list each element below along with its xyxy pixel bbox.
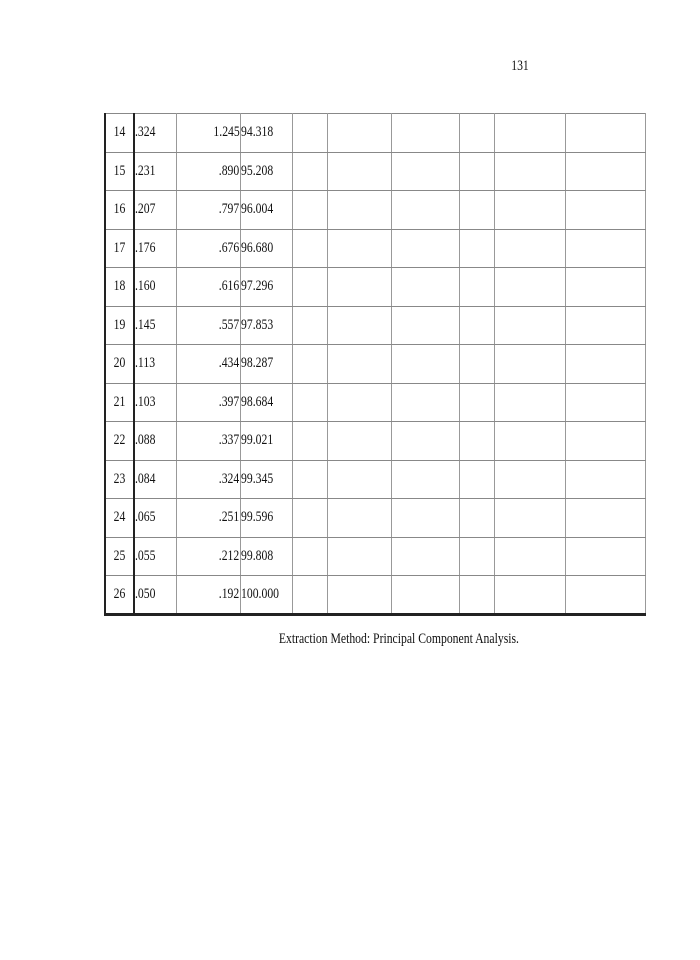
percent-variance-cell: .434 xyxy=(176,345,240,384)
cumulative-percent-cell: 98.684 xyxy=(240,383,292,422)
empty-cell xyxy=(292,229,327,268)
empty-cell xyxy=(565,191,645,230)
eigenvalue-cell: .113 xyxy=(134,345,176,384)
percent-variance-cell: 1.245 xyxy=(176,114,240,153)
component-cell: 23 xyxy=(105,460,134,499)
table-row xyxy=(105,114,645,153)
empty-cell xyxy=(391,422,459,461)
empty-cell xyxy=(292,460,327,499)
empty-cell xyxy=(494,306,565,345)
empty-cell xyxy=(391,114,459,153)
empty-cell xyxy=(459,345,494,384)
percent-variance-cell: .557 xyxy=(176,306,240,345)
empty-cell xyxy=(565,576,645,615)
cumulative-percent-cell: 95.208 xyxy=(240,152,292,191)
empty-cell xyxy=(327,422,391,461)
empty-cell xyxy=(391,229,459,268)
empty-cell xyxy=(327,191,391,230)
empty-cell xyxy=(327,229,391,268)
component-cell: 20 xyxy=(105,345,134,384)
empty-cell xyxy=(292,537,327,576)
table-row xyxy=(105,576,645,615)
empty-cell xyxy=(459,422,494,461)
component-cell: 22 xyxy=(105,422,134,461)
empty-cell xyxy=(494,229,565,268)
table-row xyxy=(105,229,645,268)
component-cell: 18 xyxy=(105,268,134,307)
component-cell: 21 xyxy=(105,383,134,422)
empty-cell xyxy=(494,422,565,461)
empty-cell xyxy=(494,268,565,307)
percent-variance-cell: .890 xyxy=(176,152,240,191)
empty-cell xyxy=(565,460,645,499)
cumulative-percent-cell: 99.808 xyxy=(240,537,292,576)
empty-cell xyxy=(391,537,459,576)
empty-cell xyxy=(494,191,565,230)
empty-cell xyxy=(292,191,327,230)
page-number: 131 xyxy=(511,58,529,74)
empty-cell xyxy=(327,460,391,499)
empty-cell xyxy=(494,152,565,191)
table-row xyxy=(105,306,645,345)
empty-cell xyxy=(494,460,565,499)
eigenvalue-cell: .103 xyxy=(134,383,176,422)
eigenvalue-cell: .324 xyxy=(134,114,176,153)
cumulative-percent-cell: 97.296 xyxy=(240,268,292,307)
component-cell: 25 xyxy=(105,537,134,576)
percent-variance-cell: .192 xyxy=(176,576,240,615)
eigenvalue-cell: .207 xyxy=(134,191,176,230)
empty-cell xyxy=(494,576,565,615)
eigenvalue-cell: .088 xyxy=(134,422,176,461)
empty-cell xyxy=(391,345,459,384)
eigenvalue-cell: .231 xyxy=(134,152,176,191)
table-row xyxy=(105,152,645,191)
empty-cell xyxy=(459,268,494,307)
percent-variance-cell: .324 xyxy=(176,460,240,499)
empty-cell xyxy=(292,345,327,384)
empty-cell xyxy=(459,576,494,615)
empty-cell xyxy=(494,537,565,576)
percent-variance-cell: .397 xyxy=(176,383,240,422)
eigenvalue-cell: .176 xyxy=(134,229,176,268)
cumulative-percent-cell: 99.345 xyxy=(240,460,292,499)
empty-cell xyxy=(565,306,645,345)
empty-cell xyxy=(292,499,327,538)
table-row xyxy=(105,422,645,461)
empty-cell xyxy=(327,345,391,384)
empty-cell xyxy=(391,152,459,191)
empty-cell xyxy=(565,268,645,307)
cumulative-percent-cell: 100.000 xyxy=(240,576,292,615)
component-cell: 15 xyxy=(105,152,134,191)
empty-cell xyxy=(459,499,494,538)
empty-cell xyxy=(327,576,391,615)
eigenvalue-cell: .160 xyxy=(134,268,176,307)
empty-cell xyxy=(459,460,494,499)
component-cell: 16 xyxy=(105,191,134,230)
cumulative-percent-cell: 96.004 xyxy=(240,191,292,230)
cumulative-percent-cell: 98.287 xyxy=(240,345,292,384)
empty-cell xyxy=(459,383,494,422)
empty-cell xyxy=(565,114,645,153)
table-row xyxy=(105,191,645,230)
empty-cell xyxy=(292,268,327,307)
empty-cell xyxy=(327,499,391,538)
percent-variance-cell: .797 xyxy=(176,191,240,230)
empty-cell xyxy=(565,345,645,384)
empty-cell xyxy=(391,191,459,230)
table-row xyxy=(105,460,645,499)
table-row xyxy=(105,345,645,384)
empty-cell xyxy=(565,152,645,191)
empty-cell xyxy=(327,152,391,191)
empty-cell xyxy=(391,460,459,499)
empty-cell xyxy=(391,306,459,345)
empty-cell xyxy=(459,537,494,576)
empty-cell xyxy=(565,499,645,538)
empty-cell xyxy=(565,537,645,576)
empty-cell xyxy=(459,229,494,268)
empty-cell xyxy=(292,383,327,422)
extraction-method-footnote: Extraction Method: Principal Component Analysis. xyxy=(278,631,520,647)
empty-cell xyxy=(459,114,494,153)
component-cell: 26 xyxy=(105,576,134,615)
eigenvalue-cell: .145 xyxy=(134,306,176,345)
empty-cell xyxy=(327,114,391,153)
percent-variance-cell: .212 xyxy=(176,537,240,576)
component-cell: 17 xyxy=(105,229,134,268)
empty-cell xyxy=(292,422,327,461)
cumulative-percent-cell: 96.680 xyxy=(240,229,292,268)
empty-cell xyxy=(391,383,459,422)
empty-cell xyxy=(292,114,327,153)
table-row xyxy=(105,268,645,307)
empty-cell xyxy=(459,191,494,230)
eigenvalue-cell: .084 xyxy=(134,460,176,499)
empty-cell xyxy=(327,383,391,422)
cumulative-percent-cell: 99.596 xyxy=(240,499,292,538)
empty-cell xyxy=(494,383,565,422)
cumulative-percent-cell: 99.021 xyxy=(240,422,292,461)
empty-cell xyxy=(292,152,327,191)
eigenvalue-cell: .050 xyxy=(134,576,176,615)
eigenvalue-cell: .065 xyxy=(134,499,176,538)
component-cell: 14 xyxy=(105,114,134,153)
empty-cell xyxy=(327,268,391,307)
empty-cell xyxy=(494,345,565,384)
empty-cell xyxy=(459,306,494,345)
percent-variance-cell: .251 xyxy=(176,499,240,538)
cumulative-percent-cell: 97.853 xyxy=(240,306,292,345)
table-row xyxy=(105,383,645,422)
percent-variance-cell: .676 xyxy=(176,229,240,268)
component-cell: 24 xyxy=(105,499,134,538)
empty-cell xyxy=(494,114,565,153)
empty-cell xyxy=(459,152,494,191)
empty-cell xyxy=(391,268,459,307)
table-row xyxy=(105,537,645,576)
empty-cell xyxy=(327,537,391,576)
component-cell: 19 xyxy=(105,306,134,345)
empty-cell xyxy=(565,229,645,268)
variance-table xyxy=(104,113,646,616)
empty-cell xyxy=(292,306,327,345)
empty-cell xyxy=(565,383,645,422)
percent-variance-cell: .337 xyxy=(176,422,240,461)
percent-variance-cell: .616 xyxy=(176,268,240,307)
empty-cell xyxy=(565,422,645,461)
empty-cell xyxy=(327,306,391,345)
table-row xyxy=(105,499,645,538)
table-body xyxy=(105,114,645,615)
empty-cell xyxy=(391,576,459,615)
empty-cell xyxy=(494,499,565,538)
eigenvalue-cell: .055 xyxy=(134,537,176,576)
empty-cell xyxy=(292,576,327,615)
cumulative-percent-cell: 94.318 xyxy=(240,114,292,153)
empty-cell xyxy=(391,499,459,538)
